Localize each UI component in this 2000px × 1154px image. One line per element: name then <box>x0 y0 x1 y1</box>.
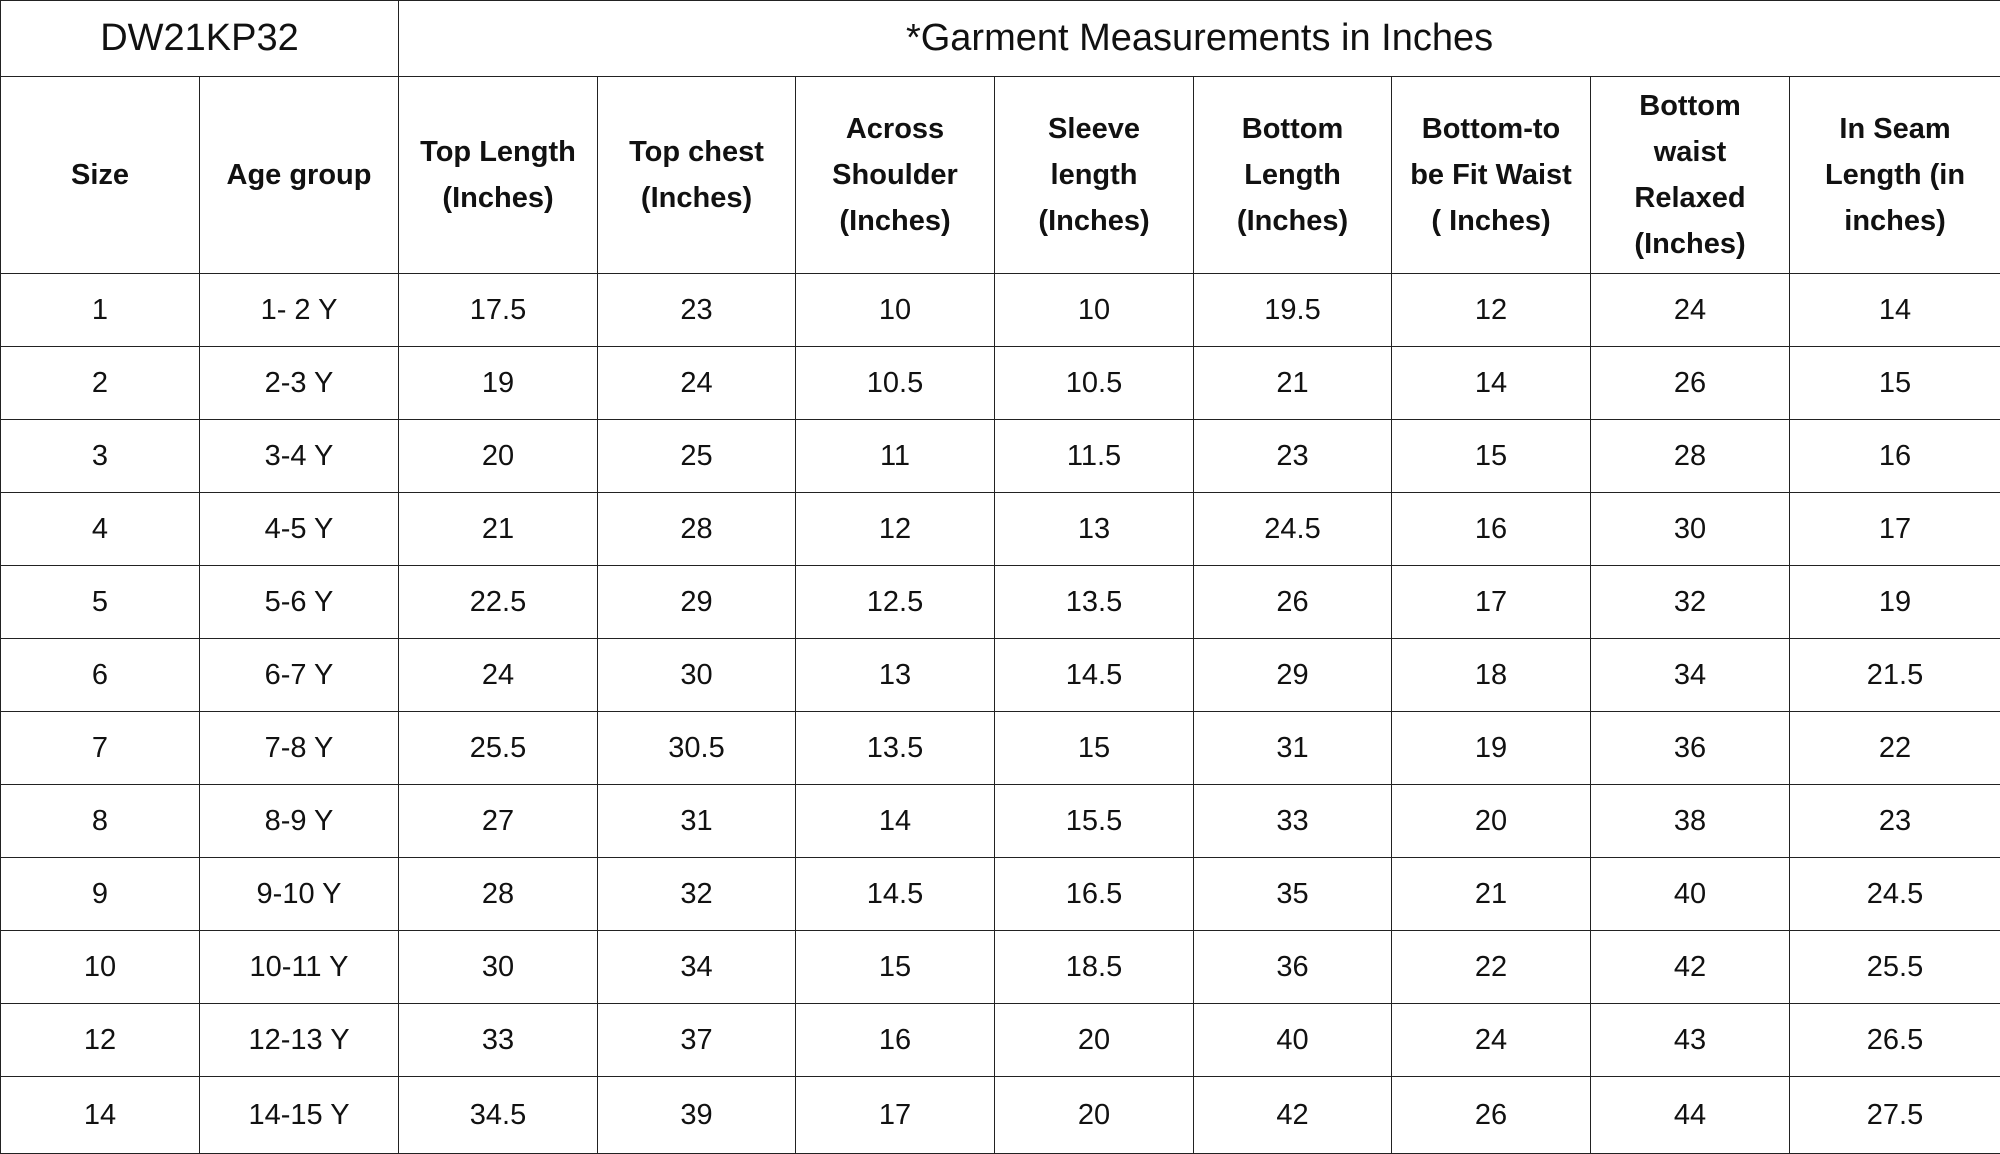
cell-waist-relaxed: 28 <box>1591 420 1790 493</box>
cell-size: 8 <box>1 785 200 858</box>
cell-across-shoulder: 14 <box>796 785 995 858</box>
table-row <box>1 1004 2000 1077</box>
cell-in-seam-length: 22 <box>1790 712 2000 785</box>
cell-sleeve-length: 10.5 <box>995 347 1194 420</box>
cell-fit-waist: 26 <box>1392 1077 1591 1154</box>
cell-fit-waist: 19 <box>1392 712 1591 785</box>
cell-size: 7 <box>1 712 200 785</box>
cell-age-group: 8-9 Y <box>200 785 399 858</box>
cell-across-shoulder: 14.5 <box>796 858 995 931</box>
title-row <box>1 1 2000 77</box>
cell-fit-waist: 15 <box>1392 420 1591 493</box>
cell-fit-waist: 12 <box>1392 274 1591 347</box>
cell-sleeve-length: 11.5 <box>995 420 1194 493</box>
cell-bottom-length: 21 <box>1194 347 1392 420</box>
cell-sleeve-length: 15.5 <box>995 785 1194 858</box>
cell-age-group: 12-13 Y <box>200 1004 399 1077</box>
table-row <box>1 639 2000 712</box>
cell-fit-waist: 24 <box>1392 1004 1591 1077</box>
cell-top-chest: 28 <box>598 493 796 566</box>
cell-bottom-length: 31 <box>1194 712 1392 785</box>
cell-across-shoulder: 15 <box>796 931 995 1004</box>
cell-age-group: 9-10 Y <box>200 858 399 931</box>
cell-in-seam-length: 25.5 <box>1790 931 2000 1004</box>
cell-waist-relaxed: 42 <box>1591 931 1790 1004</box>
cell-age-group: 6-7 Y <box>200 639 399 712</box>
cell-top-length: 20 <box>399 420 598 493</box>
table-row <box>1 493 2000 566</box>
cell-waist-relaxed: 36 <box>1591 712 1790 785</box>
cell-bottom-length: 26 <box>1194 566 1392 639</box>
cell-size: 14 <box>1 1077 200 1154</box>
table-row <box>1 1077 2000 1154</box>
column-header-age-group: Age group <box>200 77 399 274</box>
cell-bottom-length: 33 <box>1194 785 1392 858</box>
cell-top-chest: 24 <box>598 347 796 420</box>
cell-in-seam-length: 15 <box>1790 347 2000 420</box>
cell-top-chest: 30.5 <box>598 712 796 785</box>
cell-size: 12 <box>1 1004 200 1077</box>
column-header-row <box>1 77 2000 274</box>
cell-across-shoulder: 10 <box>796 274 995 347</box>
cell-fit-waist: 14 <box>1392 347 1591 420</box>
column-header-size: Size <box>1 77 200 274</box>
cell-age-group: 4-5 Y <box>200 493 399 566</box>
cell-sleeve-length: 13 <box>995 493 1194 566</box>
cell-across-shoulder: 17 <box>796 1077 995 1154</box>
cell-fit-waist: 16 <box>1392 493 1591 566</box>
cell-across-shoulder: 10.5 <box>796 347 995 420</box>
cell-bottom-length: 19.5 <box>1194 274 1392 347</box>
table-row <box>1 858 2000 931</box>
cell-fit-waist: 20 <box>1392 785 1591 858</box>
cell-bottom-length: 36 <box>1194 931 1392 1004</box>
cell-bottom-length: 23 <box>1194 420 1392 493</box>
cell-waist-relaxed: 40 <box>1591 858 1790 931</box>
column-header-sleeve-length: Sleeve length (Inches) <box>995 77 1194 274</box>
cell-bottom-length: 42 <box>1194 1077 1392 1154</box>
cell-size: 1 <box>1 274 200 347</box>
cell-size: 9 <box>1 858 200 931</box>
table-heading: *Garment Measurements in Inches <box>399 1 2000 77</box>
cell-sleeve-length: 10 <box>995 274 1194 347</box>
column-header-top-length: Top Length (Inches) <box>399 77 598 274</box>
cell-across-shoulder: 13.5 <box>796 712 995 785</box>
cell-age-group: 7-8 Y <box>200 712 399 785</box>
cell-sleeve-length: 13.5 <box>995 566 1194 639</box>
cell-sleeve-length: 15 <box>995 712 1194 785</box>
cell-across-shoulder: 12.5 <box>796 566 995 639</box>
cell-waist-relaxed: 32 <box>1591 566 1790 639</box>
cell-top-length: 17.5 <box>399 274 598 347</box>
cell-sleeve-length: 18.5 <box>995 931 1194 1004</box>
cell-top-chest: 37 <box>598 1004 796 1077</box>
cell-age-group: 10-11 Y <box>200 931 399 1004</box>
cell-top-length: 22.5 <box>399 566 598 639</box>
cell-in-seam-length: 16 <box>1790 420 2000 493</box>
cell-bottom-length: 24.5 <box>1194 493 1392 566</box>
cell-top-length: 21 <box>399 493 598 566</box>
cell-across-shoulder: 13 <box>796 639 995 712</box>
column-header-across-shoulder: Across Shoulder (Inches) <box>796 77 995 274</box>
cell-waist-relaxed: 24 <box>1591 274 1790 347</box>
table-row <box>1 785 2000 858</box>
cell-size: 10 <box>1 931 200 1004</box>
style-code: DW21KP32 <box>1 1 399 77</box>
cell-size: 6 <box>1 639 200 712</box>
cell-top-chest: 30 <box>598 639 796 712</box>
cell-age-group: 5-6 Y <box>200 566 399 639</box>
cell-top-length: 24 <box>399 639 598 712</box>
column-header-fit-waist: Bottom-to be Fit Waist ( Inches) <box>1392 77 1591 274</box>
table-row <box>1 274 2000 347</box>
cell-waist-relaxed: 43 <box>1591 1004 1790 1077</box>
cell-sleeve-length: 16.5 <box>995 858 1194 931</box>
cell-fit-waist: 22 <box>1392 931 1591 1004</box>
cell-waist-relaxed: 30 <box>1591 493 1790 566</box>
cell-top-length: 19 <box>399 347 598 420</box>
cell-age-group: 1- 2 Y <box>200 274 399 347</box>
cell-waist-relaxed: 34 <box>1591 639 1790 712</box>
table-row <box>1 712 2000 785</box>
cell-in-seam-length: 14 <box>1790 274 2000 347</box>
cell-fit-waist: 18 <box>1392 639 1591 712</box>
column-header-waist-relaxed: Bottom waist Relaxed (Inches) <box>1591 77 1790 274</box>
cell-across-shoulder: 11 <box>796 420 995 493</box>
cell-bottom-length: 35 <box>1194 858 1392 931</box>
table-row <box>1 931 2000 1004</box>
cell-across-shoulder: 16 <box>796 1004 995 1077</box>
cell-size: 3 <box>1 420 200 493</box>
column-header-in-seam-length: In Seam Length (in inches) <box>1790 77 2000 274</box>
column-header-bottom-length: Bottom Length (Inches) <box>1194 77 1392 274</box>
cell-across-shoulder: 12 <box>796 493 995 566</box>
table-row <box>1 347 2000 420</box>
cell-waist-relaxed: 26 <box>1591 347 1790 420</box>
cell-in-seam-length: 17 <box>1790 493 2000 566</box>
column-header-top-chest: Top chest (Inches) <box>598 77 796 274</box>
cell-top-chest: 34 <box>598 931 796 1004</box>
table-row <box>1 420 2000 493</box>
cell-fit-waist: 17 <box>1392 566 1591 639</box>
cell-sleeve-length: 20 <box>995 1077 1194 1154</box>
cell-age-group: 3-4 Y <box>200 420 399 493</box>
cell-fit-waist: 21 <box>1392 858 1591 931</box>
cell-sleeve-length: 14.5 <box>995 639 1194 712</box>
cell-size: 5 <box>1 566 200 639</box>
cell-top-length: 25.5 <box>399 712 598 785</box>
cell-top-length: 34.5 <box>399 1077 598 1154</box>
cell-top-chest: 25 <box>598 420 796 493</box>
cell-in-seam-length: 23 <box>1790 785 2000 858</box>
cell-top-chest: 31 <box>598 785 796 858</box>
cell-sleeve-length: 20 <box>995 1004 1194 1077</box>
cell-in-seam-length: 24.5 <box>1790 858 2000 931</box>
cell-top-length: 33 <box>399 1004 598 1077</box>
cell-waist-relaxed: 38 <box>1591 785 1790 858</box>
cell-age-group: 2-3 Y <box>200 347 399 420</box>
cell-waist-relaxed: 44 <box>1591 1077 1790 1154</box>
cell-size: 2 <box>1 347 200 420</box>
cell-top-chest: 32 <box>598 858 796 931</box>
cell-top-length: 28 <box>399 858 598 931</box>
cell-in-seam-length: 19 <box>1790 566 2000 639</box>
cell-in-seam-length: 21.5 <box>1790 639 2000 712</box>
cell-top-length: 27 <box>399 785 598 858</box>
cell-top-length: 30 <box>399 931 598 1004</box>
cell-age-group: 14-15 Y <box>200 1077 399 1154</box>
cell-top-chest: 39 <box>598 1077 796 1154</box>
cell-size: 4 <box>1 493 200 566</box>
cell-bottom-length: 29 <box>1194 639 1392 712</box>
cell-in-seam-length: 26.5 <box>1790 1004 2000 1077</box>
table-row <box>1 566 2000 639</box>
cell-in-seam-length: 27.5 <box>1790 1077 2000 1154</box>
cell-top-chest: 29 <box>598 566 796 639</box>
cell-bottom-length: 40 <box>1194 1004 1392 1077</box>
cell-top-chest: 23 <box>598 274 796 347</box>
